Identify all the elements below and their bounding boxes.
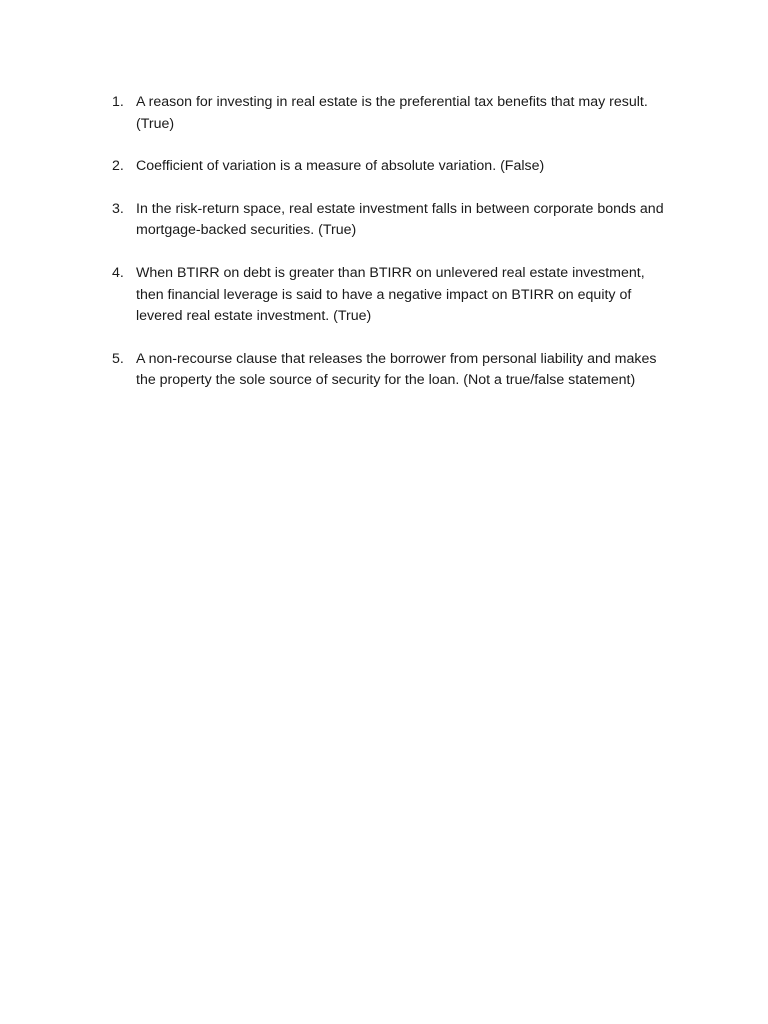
list-item [112, 199, 672, 242]
item-number: 4. [112, 264, 124, 281]
list-item [112, 349, 672, 392]
item-text: A reason for investing in real estate is the preferential tax benefits that may result. (True) [136, 94, 648, 132]
item-number: 3. [112, 200, 124, 217]
question-list [112, 92, 672, 413]
list-item [112, 92, 672, 135]
item-text: Coefficient of variation is a measure of absolute variation. (False) [136, 158, 545, 175]
item-text: When BTIRR on debt is greater than BTIRR on unlevered real estate investment, then financial leverage is said to have a negative impact on BTIRR on equity of levered real estate investment. (True) [136, 264, 645, 325]
item-number: 1. [112, 94, 124, 110]
item-number: 5. [112, 350, 124, 367]
list-item [112, 156, 672, 178]
item-text: A non-recourse clause that releases the borrower from personal liability and makes the property the sole source of security for the loan. (Not a true/false statement) [136, 350, 657, 389]
list-item [112, 263, 672, 328]
item-number: 2. [112, 158, 124, 175]
item-text: In the risk-return space, real estate investment falls in between corporate bonds and mortgage-backed securities. (True) [136, 200, 664, 239]
